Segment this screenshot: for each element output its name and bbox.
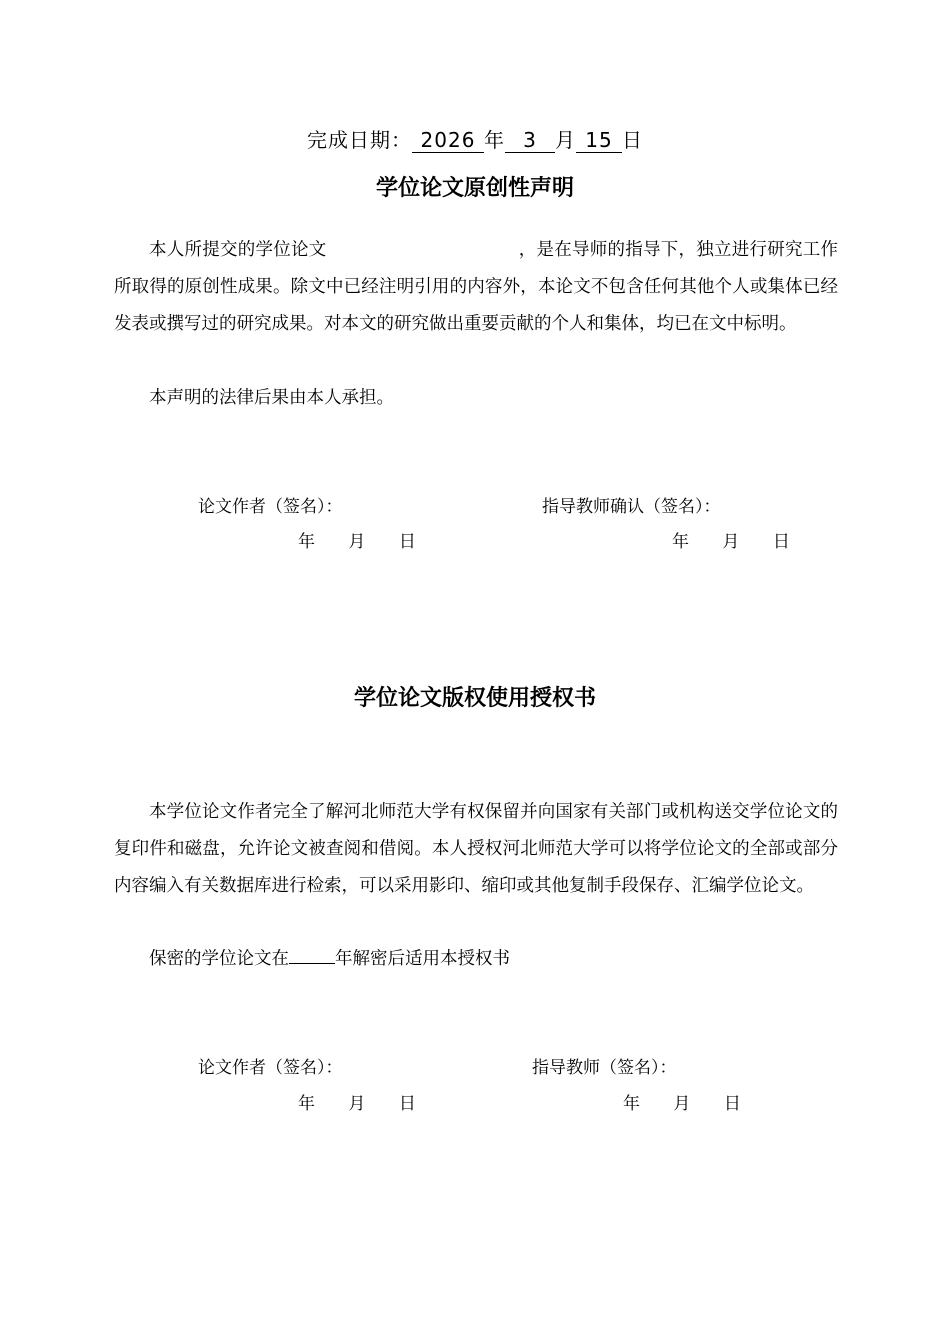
originality-author-signature: 论文作者（签名）： bbox=[198, 497, 343, 517]
copyright-para2-start: 保密的学位论文在 bbox=[149, 949, 289, 969]
date-day: 日 bbox=[398, 1094, 416, 1114]
copyright-paragraph-1: 本学位论文作者完全了解河北师范大学有权保留并向国家有关部门或机构送交学位论文的复印件和磁盘，允许论文被查阅和借阅。本人授权河北师范大学可以将学位论文的全部或部分内容编入有关数据库进行检索，可以采用影印、缩印或其他复制手段保存、汇编学位论文。 bbox=[114, 802, 838, 896]
completion-label: 完成日期： bbox=[307, 128, 412, 152]
completion-day: 15 bbox=[576, 128, 622, 153]
originality-para1-start: 本人所提交的学位论文 bbox=[149, 240, 327, 260]
copyright-author-signature: 论文作者（签名）： bbox=[198, 1058, 343, 1078]
originality-title: 学位论文原创性声明 bbox=[375, 176, 574, 201]
copyright-paragraph-2 bbox=[114, 941, 510, 978]
date-day: 日 bbox=[723, 1094, 741, 1114]
copyright-advisor-date bbox=[623, 1092, 741, 1116]
originality-para1-rest: ，是在导师的指导下，独立进行研究工作所取得的原创性成果。除文中已经注明引用的内容外，本论文不包含任何其他个人或集体已经发表或撰写过的研究成果。对本文的研究做出重要贡献的个人和集体，均已在文中标明。 bbox=[114, 240, 838, 334]
originality-paragraph-2: 本声明的法律后果由本人承担。 bbox=[149, 388, 394, 408]
confidential-years-blank bbox=[289, 949, 335, 964]
date-year: 年 bbox=[672, 532, 689, 552]
date-year: 年 bbox=[298, 1094, 315, 1114]
copyright-para2-end: 年解密后适用本授权书 bbox=[335, 949, 510, 969]
date-year: 年 bbox=[623, 1094, 640, 1114]
date-month: 月 bbox=[673, 1094, 691, 1114]
completion-year-unit: 年 bbox=[484, 128, 505, 152]
completion-year: 2026 bbox=[412, 128, 484, 153]
originality-author-date bbox=[298, 530, 416, 554]
originality-advisor-signature: 指导教师确认（签名）： bbox=[542, 497, 721, 517]
date-month: 月 bbox=[348, 532, 366, 552]
completion-month: 3 bbox=[505, 128, 555, 153]
date-month: 月 bbox=[722, 532, 740, 552]
date-month: 月 bbox=[348, 1094, 366, 1114]
originality-advisor-date bbox=[672, 530, 790, 554]
copyright-title: 学位论文版权使用授权书 bbox=[353, 686, 596, 711]
completion-date bbox=[0, 126, 950, 154]
completion-day-unit: 日 bbox=[622, 128, 643, 152]
date-year: 年 bbox=[298, 532, 315, 552]
date-day: 日 bbox=[398, 532, 416, 552]
completion-month-unit: 月 bbox=[555, 128, 576, 152]
copyright-advisor-signature: 指导教师（签名）： bbox=[532, 1058, 677, 1078]
date-day: 日 bbox=[772, 532, 790, 552]
copyright-author-date bbox=[298, 1092, 416, 1116]
originality-paragraph-1 bbox=[114, 232, 838, 343]
